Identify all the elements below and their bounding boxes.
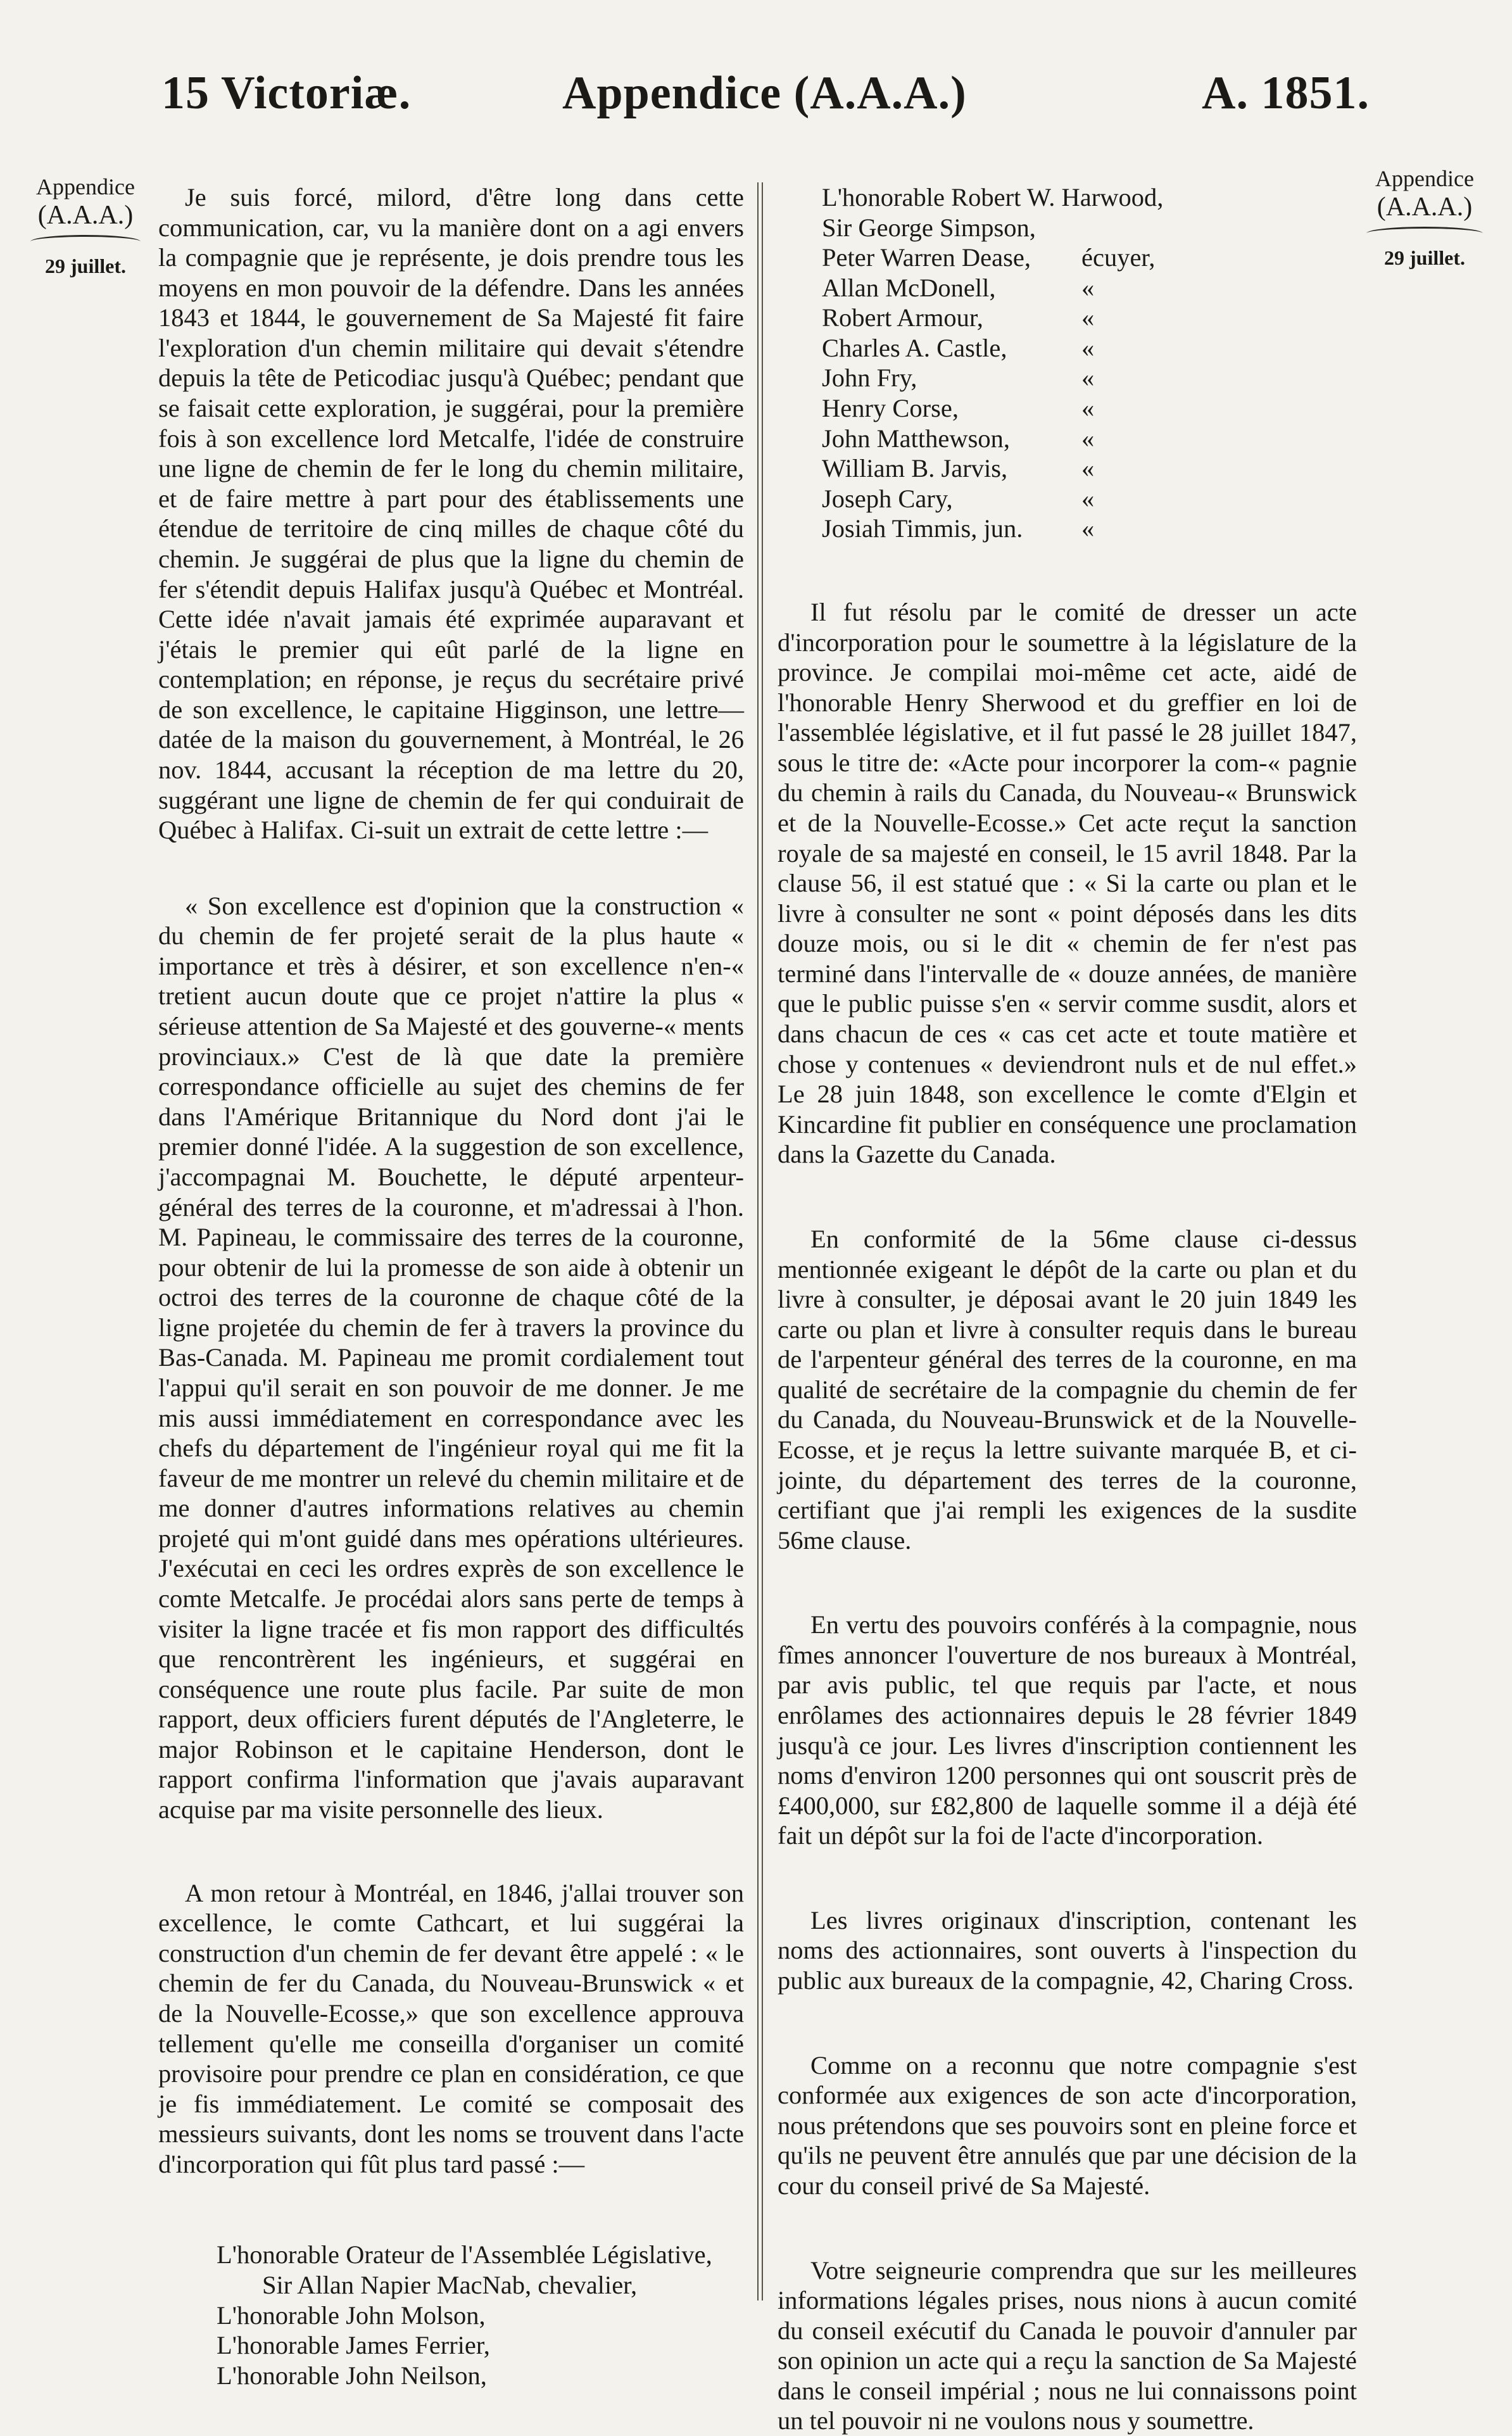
member-name: John Matthewson, [822,424,1010,453]
member-name: William B. Jarvis, [822,454,1008,483]
member-name: Sir George Simpson, [822,213,1036,242]
margin-ref: (A.A.A.) [1377,192,1473,222]
member-name: Allan McDonell, [822,273,996,302]
member-name: Josiah Timmis, jun. [822,514,1023,543]
list-item: L'honorable James Ferrier, [217,2331,490,2360]
appendix-title: Appendice (A.A.A.) [562,67,967,119]
paragraph: En vertu des pouvoirs conférés à la compagnie, nous fîmes annoncer l'ouverture de nos bureaux à Montréal, par avis public, tel que requis par l'acte, et nous enrôlames des actionnaires depuis le 28 février 1849 jusqu'à ce jour. Les livres d'inscription contiennent les noms d'environ 1200 personnes qui ont souscrit près de £400,000, sur £82,800 de laquelle somme il a déjà été fait un dépôt sur la foi de l'acte d'incorporation. [778,1610,1357,1850]
paragraph: A mon retour à Montréal, en 1846, j'allai trouver son excellence, le comte Cathcart, et lui suggérai la construction d'un chemin de fer devant être appelé : « le chemin de fer du Canada, du Nouveau-Brunswick « et de la Nouvelle-Ecosse,» que son excellence approuva tellement qu'elle me conseilla d'organiser un comité provisoire pour prendre ce plan en considération, ce que je fis immédiatement. Le comité se composait des messieurs suivants, dont les noms se trouvent dans l'acte d'incorporation qui fût plus tard passé :— [158,1878,744,2178]
list-item [822,393,1357,424]
margin-note-right [1361,166,1488,269]
member-name: Charles A. Castle, [822,333,1007,362]
list-item: L'honorable John Molson, [217,2300,486,2330]
list-item [822,453,1357,484]
brace-mark [1366,227,1483,240]
member-name: Robert Armour, [822,303,983,332]
list-item [822,484,1357,514]
list-item [822,213,1357,243]
margin-date: 29 juillet. [1384,246,1465,269]
member-name: Joseph Cary, [822,484,953,513]
paragraph: En conformité de la 56me clause ci-dessus mentionnée exigeant le dépôt de la carte ou plan et du livre à consulter, je déposai avant le 20 juin 1849 les carte ou plan et livre à consulter requis dans le bureau de l'arpenteur général des terres de la couronne, en ma qualité de secrétaire de la compagnie du chemin de fer du Canada, du Nouveau-Brunswick et de la Nouvelle-Ecosse, et je reçus la lettre suivante marquée B, et ci-jointe, du département des terres de la couronne, certifiant que j'ai rempli les exigences de la susdite 56me clause. [778,1224,1357,1555]
member-name: Henry Corse, [822,394,959,423]
member-name: John Fry, [822,363,917,393]
margin-ref: (A.A.A.) [37,201,134,230]
list-item: Sir Allan Napier MacNab, chevalier, [262,2271,638,2299]
list-item [822,303,1357,333]
ditto-mark: « [1081,454,1095,483]
ditto-mark: « [1081,273,1095,302]
committee-members-list [158,2240,744,2390]
ditto-mark: « [1081,484,1095,513]
list-item [822,333,1357,363]
right-column [778,182,1357,2436]
list-item [822,243,1357,273]
ditto-mark: « [1081,394,1095,423]
member-name: L'honorable Robert W. Harwood, [822,183,1164,211]
paragraph: Il fut résolu par le comité de dresser un acte d'incorporation pour le soumettre à la législature de la province. Je compilai moi-même cet acte, aidé de l'honorable Henry Sherwood et du greffier en loi de l'assemblée législative, et il fut passé le 28 juillet 1847, sous le titre de: «Acte pour incorporer la com-« pagnie du chemin à rails du Canada, du Nouveau-« Brunswick et de la Nouvelle-Ecosse.» Cet acte reçut la sanction royale de sa majesté en conseil, le 15 avril 1848. Par la clause 56, il est statué que : « Si la carte ou plan et le livre à consulter ne sont « point déposés dans les dits douze mois, ou si le dit « chemin de fer n'est pas terminé dans l'intervalle de « douze années, de manière que le public puisse s'en « servir comme susdit, alors et dans chacun de ces « cas cet acte et toute matière et chose y contenues « deviendront nuls et de nul effet.» Le 28 juin 1848, son excellence le comte d'Elgin et Kincardine fit publier en conséquence une proclamation dans la Gazette du Canada. [778,597,1357,1169]
page-header [0,66,1512,136]
column-divider [762,182,763,2300]
committee-members-list [778,182,1357,544]
column-divider [757,182,759,2300]
quoted-paragraph: « Son excellence est d'opinion que la construction « du chemin de fer projeté serait de la plus haute « importance et très à désirer, et son excellence n'en-« tretient aucun doute que ce projet n'attire la plus « sérieuse attention de Sa Majesté et des gouverne-« ments provinciaux.» C'est de là que date la première correspondance officielle au sujet des chemins de fer dans l'Amérique Britannique du Nord dont j'ai le premier donné l'idée. A la suggestion de son excellence, j'accompagnai M. Bouchette, le député arpenteur-général des terres de la couronne, et m'adressai à l'hon. M. Papineau, le commissaire des terres de la couronne, pour obtenir de lui la promesse de son aide à obtenir un octroi des terres de la couronne de chaque côté de la ligne projetée du chemin de fer à travers la province du Bas-Canada. M. Papineau me promit cordialement tout l'appui qu'il serait en son pouvoir de me donner. Je me mis aussi immédiatement en correspondance avec les chefs du département de l'ingénieur royal qui me fit la faveur de me montrer un relevé du chemin militaire et de me donner d'autres informations relatives au chemin projeté qui m'ont guidé dans mes opérations ultérieures. J'exécutai en ceci les ordres exprès de son excellence le comte Metcalfe. Je procédai alors sans perte de temps à visiter la ligne tracée et fis mon rapport des difficultés que rencontrèrent les ingénieurs, et suggérai en conséquence une route plus facile. Par suite de mon rapport, deux officiers furent députés de l'Angleterre, le major Robinson et le capitaine Henderson, dont le rapport confirma l'information que j'avais auparavant acquise par ma visite personnelle des lieux. [158,891,744,1824]
ditto-mark: « [1081,424,1095,453]
margin-label: Appendice [36,174,135,199]
ditto-mark: « [1081,333,1095,362]
year-label: A. 1851. [1202,67,1370,119]
left-column [158,182,744,2390]
margin-note-left [25,174,146,277]
paragraph: Comme on a reconnu que notre compagnie s'est conformée aux exigences de son acte d'incorporation, nous prétendons que ses pouvoirs sont en pleine force et qu'ils ne peuvent être annulés que par une décision de la cour du conseil privé de Sa Majesté. [778,2050,1357,2200]
ditto-mark: « [1081,303,1095,332]
ditto-mark: « [1081,514,1095,543]
margin-date: 29 juillet. [45,254,126,277]
list-item [822,514,1357,544]
list-item [822,273,1357,303]
member-title: écuyer, [1081,243,1156,272]
list-item: L'honorable Orateur de l'Assemblée Législative, [217,2240,712,2269]
paragraph: Votre seigneurie comprendra que sur les meilleures informations légales prises, nous nions à aucun comité du conseil exécutif du Canada le pouvoir d'annuler par son opinion un acte qui a reçu la sanction de Sa Majesté dans le conseil impérial ; nous ne lui connaissons point un tel pouvoir ni ne voulons nous y soumettre. [778,2256,1357,2435]
session-label: 15 Victoriæ. [161,67,412,119]
brace-mark [30,235,141,248]
list-item [822,363,1357,393]
paragraph: Je suis forcé, milord, d'être long dans cette communication, car, vu la manière dont on a agi envers la compagnie que je représente, je dois prendre tous les moyens en mon pouvoir de la défendre. Dans les années 1843 et 1844, le gouvernement de Sa Majesté fit faire l'exploration d'un chemin militaire qui devait s'étendre depuis la tête de Peticodiac jusqu'à Québec; pendant que se faisait cette exploration, je suggérai, pour la première fois à son excellence lord Metcalfe, l'idée de construire une ligne de chemin de fer le long du chemin militaire, et de faire mettre à part pour des établissements une étendue de territoire de cinq milles de chaque côté du chemin. Je suggérai de plus que la ligne du chemin de fer s'étendit depuis Halifax jusqu'à Québec et Montréal. Cette idée n'avait jamais été exprimée auparavant et j'étais le premier qui eût parlé de la ligne en contemplation; en réponse, je reçus du secrétaire privé de son excellence, le capitaine Higginson, une lettre—datée de la maison du gouvernement, à Montréal, le 26 nov. 1844, accusant la réception de ma lettre du 20, suggérant une ligne de chemin de fer qui conduirait de Québec à Halifax. Ci-suit un extrait de cette lettre :— [158,183,744,845]
list-item [822,182,1357,213]
ditto-mark: « [1081,363,1095,393]
list-item: L'honorable John Neilson, [217,2361,487,2390]
margin-label: Appendice [1375,166,1474,191]
paragraph: Les livres originaux d'inscription, contenant les noms des actionnaires, sont ouverts à l'inspection du public aux bureaux de la compagnie, 42, Charing Cross. [778,1905,1357,1995]
member-name: Peter Warren Dease, [822,243,1031,272]
list-item [822,424,1357,454]
